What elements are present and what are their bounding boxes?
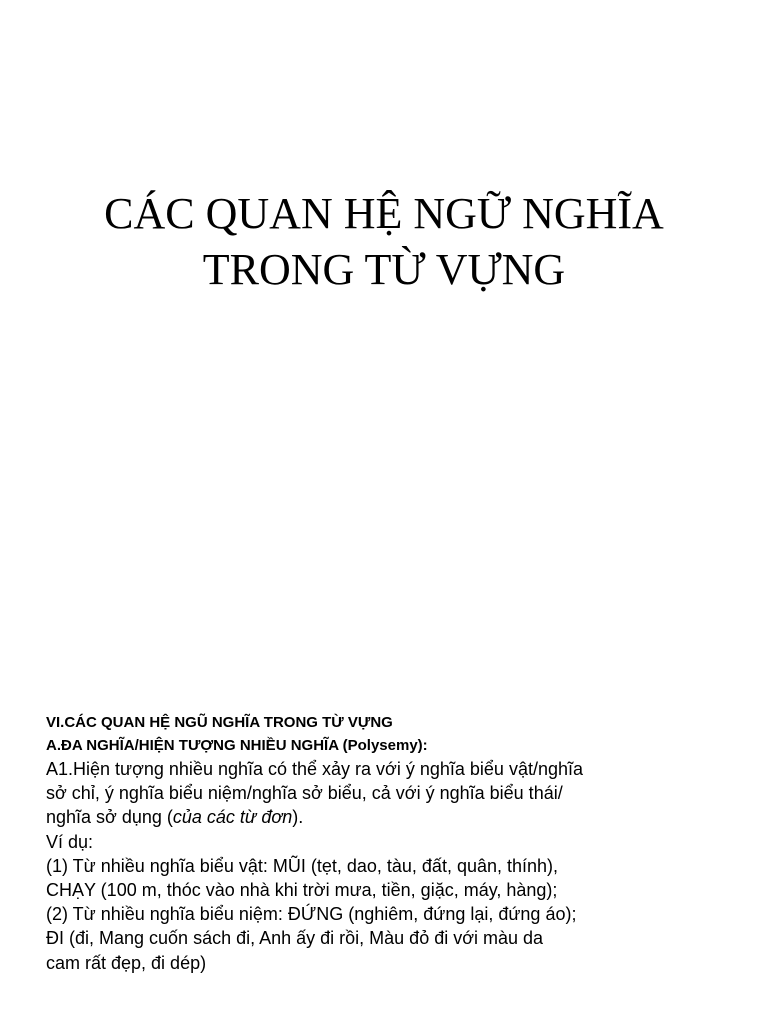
slide-title-line-2: TRONG TỪ VỰNG (202, 245, 566, 294)
examples-label: Ví dụ: (46, 831, 94, 852)
example-line: cam rất đẹp, đi dép) (46, 952, 207, 973)
slide-title (0, 186, 768, 298)
example-line: (1) Từ nhiều nghĩa biểu vật: MŨI (tẹt, dao, tàu, đất, quân, thính), (46, 855, 559, 876)
example-line: (2) Từ nhiều nghĩa biểu niệm: ĐỨNG (nghiêm, đứng lại, đứng áo); (46, 904, 577, 925)
body-line: sở chỉ, ý nghĩa biểu niệm/nghĩa sở biểu, cả với ý nghĩa biểu thái/ (46, 783, 563, 804)
italic-text: của các từ đơn (172, 807, 293, 828)
text-before-italic: nghĩa sở dụng ( (46, 807, 173, 828)
example-line: CHẠY (100 m, thóc vào nhà khi trời mưa, tiền, giặc, máy, hàng); (46, 880, 558, 901)
section-subheading: A.ĐA NGHĨA/HIỆN TƯỢNG NHIỀU NGHĨA (Polysemy): (46, 737, 428, 754)
section-heading: VI.CÁC QUAN HỆ NGŨ NGHĨA TRONG TỪ VỰNG (46, 714, 393, 731)
body-line-with-italic (46, 805, 736, 829)
content-block (46, 711, 736, 975)
slide-title-line-1: CÁC QUAN HỆ NGỮ NGHĨA (104, 189, 664, 238)
text-after-italic: ). (292, 807, 304, 828)
body-line: A1.Hiện tượng nhiều nghĩa có thể xảy ra với ý nghĩa biểu vật/nghĩa (46, 759, 583, 779)
example-line: ĐI (đi, Mang cuốn sách đi, Anh ấy đi rồi, Màu đỏ đi với màu da (46, 928, 544, 949)
